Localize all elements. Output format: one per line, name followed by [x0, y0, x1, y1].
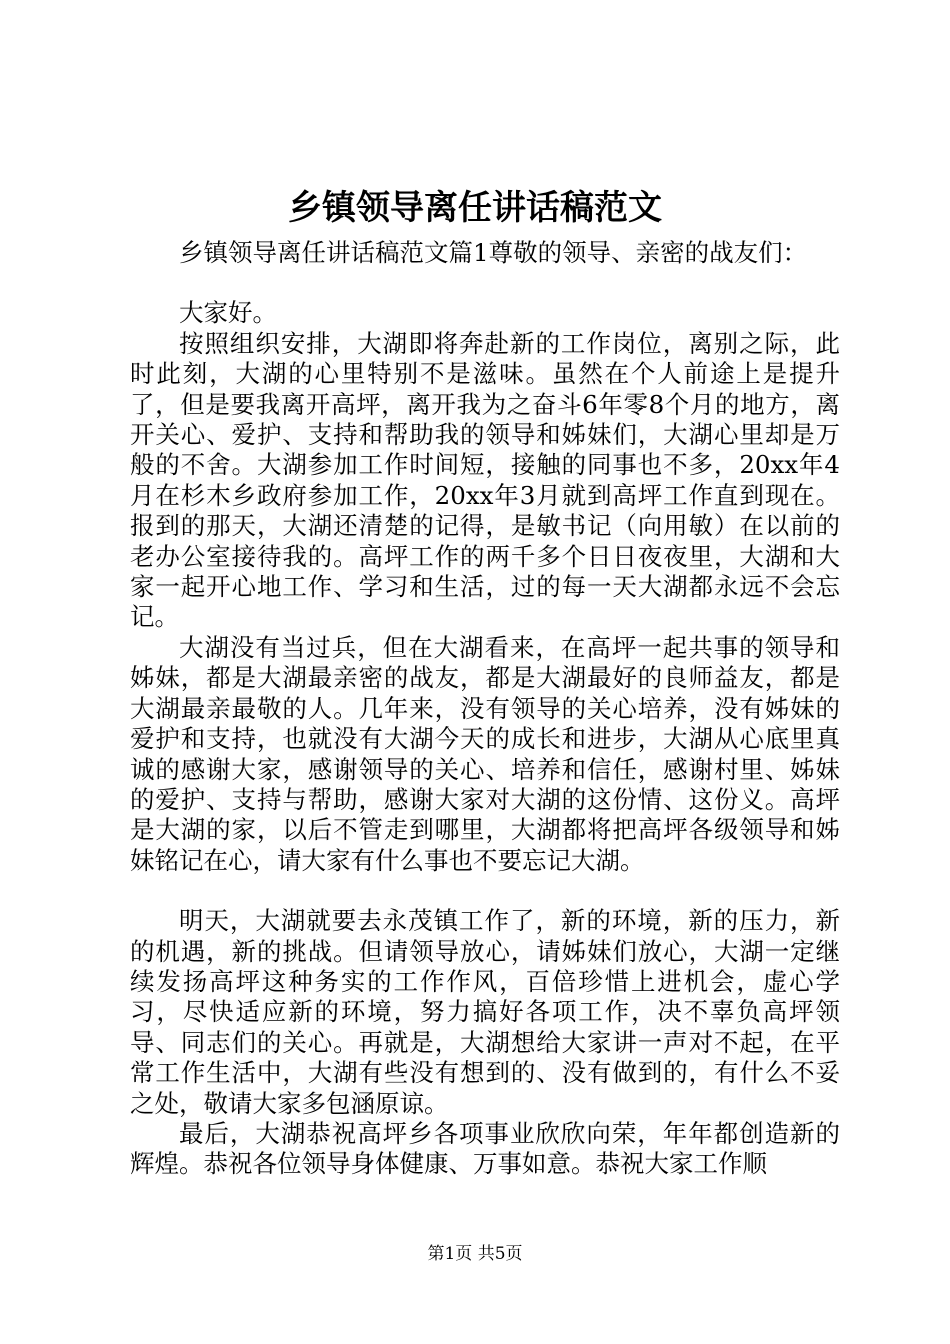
- document-body: [130, 238, 840, 1180]
- page-footer: 第1页 共5页: [427, 1244, 523, 1264]
- paragraph-2: 大湖没有当过兵，但在大湖看来，在高坪一起共事的领导和姊妹，都是大湖最亲密的战友，都是大湖最好的良师益友，都是大湖最亲最敬的人。几年来，没有领导的关心培养，没有姊妹的爱护和支持，也就没有大湖今天的成长和进步，大湖从心底里真诚的感谢大家，感谢领导的关心、培养和信任，感谢村里、姊妹的爱护、支持与帮助，感谢大家对大湖的这份情、这份义。高坪是大湖的家，以后不管走到哪里，大湖都将把高坪各级领导和姊妹铭记在心，请大家有什么事也不要忘记大湖。: [130, 632, 840, 875]
- paragraph-3: 明天，大湖就要去永茂镇工作了，新的环境，新的压力，新的机遇，新的挑战。但请领导放心，请姊妹们放心，大湖一定继续发扬高坪这种务实的工作作风，百倍珍惜上进机会，虚心学习，尽快适应新的环境，努力搞好各项工作，决不辜负高坪领导、同志们的关心。再就是，大湖想给大家讲一声对不起，在平常工作生活中，大湖有些没有想到的、没有做到的，有什么不妥之处，敬请大家多包涵原谅。: [130, 906, 840, 1118]
- paragraph-1: 按照组织安排，大湖即将奔赴新的工作岗位，离别之际，此时此刻，大湖的心里特别不是滋味。虽然在个人前途上是提升了，但是要我离开高坪，离开我为之奋斗6年零8个月的地方，离开关心、爱护、支持和帮助我的领导和姊妹们，大湖心里却是万般的不舍。大湖参加工作时间短，接触的同事也不多，20xx年4月在杉木乡政府参加工作，20xx年3月就到高坪工作直到现在。报到的那天，大湖还清楚的记得，是敏书记（向用敏）在以前的老办公室接待我的。高坪工作的两千多个日日夜夜里，大湖和大家一起开心地工作、学习和生活，过的每一天大湖都永远不会忘记。: [130, 328, 840, 632]
- document-title: 乡镇领导离任讲话稿范文: [288, 188, 662, 228]
- paragraph-opening: 乡镇领导离任讲话稿范文篇1尊敬的领导、亲密的战友们：: [179, 238, 808, 267]
- paragraph-greeting: 大家好。: [179, 298, 277, 328]
- paragraph-4: 最后，大湖恭祝高坪乡各项事业欣欣向荣，年年都创造新的辉煌。恭祝各位领导身体健康、万事如意。恭祝大家工作顺: [130, 1118, 840, 1179]
